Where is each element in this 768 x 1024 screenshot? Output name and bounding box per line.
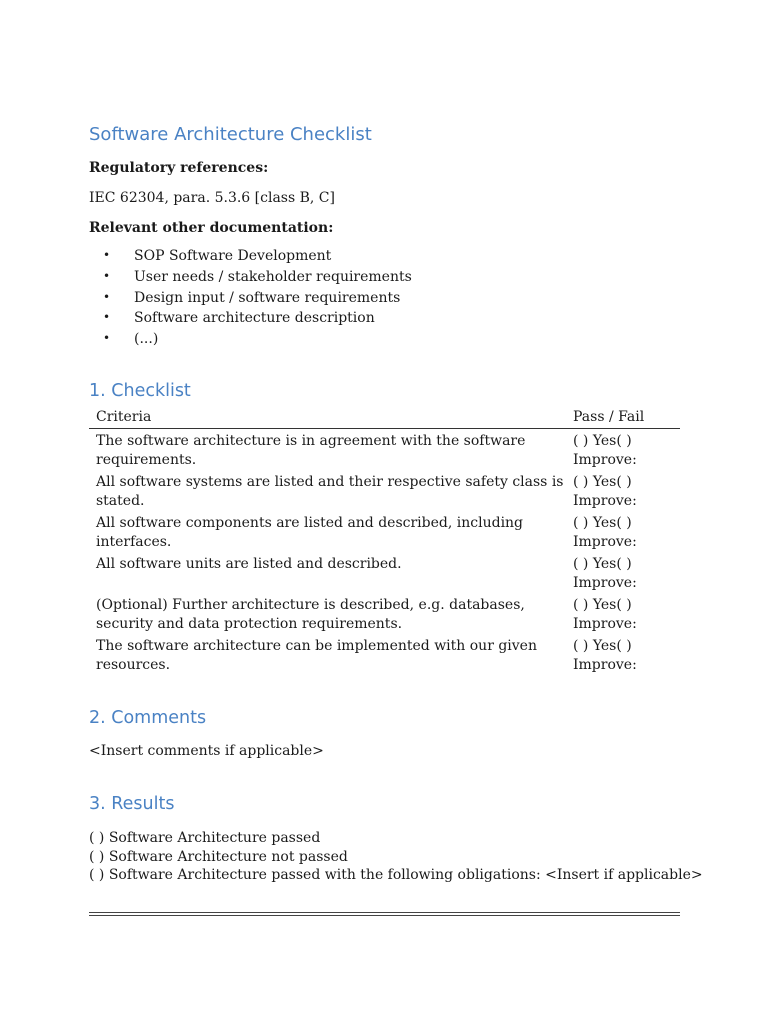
list-item-text: SOP Software Development bbox=[134, 248, 332, 264]
improve-label: Improve: bbox=[573, 656, 637, 673]
results-options bbox=[89, 829, 703, 885]
list-item-text: User needs / stakeholder requirements bbox=[134, 268, 412, 285]
list-item-text: (...) bbox=[134, 331, 159, 348]
pass-fail-options[interactable]: ( ) Yes( ) bbox=[573, 638, 632, 654]
pass-fail-options[interactable]: ( ) Yes( ) bbox=[573, 433, 632, 449]
list-item-text: Design input / software requirements bbox=[134, 289, 401, 306]
criteria-cell: The software architecture can be implemented with our given resources. bbox=[96, 638, 537, 673]
comments-placeholder[interactable]: <Insert comments if applicable> bbox=[89, 743, 324, 759]
criteria-cell: All software components are listed and described, including interfaces. bbox=[96, 515, 524, 550]
criteria-cell: (Optional) Further architecture is described, e.g. databases, security and data protection requirements. bbox=[96, 597, 525, 632]
improve-label: Improve: bbox=[573, 615, 637, 632]
bullet-icon: • bbox=[103, 289, 111, 304]
improve-label: Improve: bbox=[573, 451, 637, 468]
table-header bbox=[89, 408, 680, 429]
checklist-heading: 1. Checklist bbox=[89, 381, 191, 401]
pass-fail-options[interactable]: ( ) Yes( ) bbox=[573, 597, 632, 613]
column-header-criteria: Criteria bbox=[96, 409, 152, 425]
table-row bbox=[89, 429, 680, 470]
document-title: Software Architecture Checklist bbox=[89, 124, 372, 145]
table-row bbox=[89, 593, 680, 634]
column-header-pass-fail: Pass / Fail bbox=[573, 409, 645, 425]
table-row bbox=[89, 470, 680, 511]
pass-fail-options[interactable]: ( ) Yes( ) bbox=[573, 556, 632, 572]
pass-fail-options[interactable]: ( ) Yes( ) bbox=[573, 474, 632, 490]
result-option-passed[interactable]: ( ) Software Architecture passed bbox=[89, 830, 321, 846]
improve-label: Improve: bbox=[573, 533, 637, 550]
table-row bbox=[89, 552, 680, 593]
pass-fail-cell bbox=[573, 514, 673, 551]
relevant-documentation-label: Relevant other documentation: bbox=[89, 220, 334, 236]
improve-label: Improve: bbox=[573, 492, 637, 509]
list-item-text: Software architecture description bbox=[134, 310, 375, 327]
pass-fail-cell bbox=[573, 432, 673, 469]
bullet-icon: • bbox=[103, 331, 111, 346]
checklist-table bbox=[89, 408, 680, 675]
bullet-icon: • bbox=[103, 310, 111, 325]
results-heading: 3. Results bbox=[89, 794, 175, 814]
comments-heading: 2. Comments bbox=[89, 708, 207, 728]
criteria-cell: All software systems are listed and their respective safety class is stated. bbox=[96, 474, 564, 509]
regulatory-references-label: Regulatory references: bbox=[89, 160, 269, 176]
result-option-passed-with-obligations[interactable]: ( ) Software Architecture passed with the following obligations: <Insert if applicable> bbox=[89, 867, 703, 883]
regulatory-references-value: IEC 62304, para. 5.3.6 [class B, C] bbox=[89, 190, 335, 206]
table-row bbox=[89, 511, 680, 552]
pass-fail-cell bbox=[573, 637, 673, 674]
result-option-not-passed[interactable]: ( ) Software Architecture not passed bbox=[89, 848, 348, 865]
table-row bbox=[89, 634, 680, 675]
pass-fail-cell bbox=[573, 473, 673, 510]
pass-fail-cell bbox=[573, 596, 673, 633]
pass-fail-cell bbox=[573, 555, 673, 592]
criteria-cell: All software units are listed and described. bbox=[96, 556, 402, 572]
bullet-icon: • bbox=[103, 248, 111, 262]
improve-label: Improve: bbox=[573, 574, 637, 591]
bullet-icon: • bbox=[103, 268, 111, 283]
footer-divider bbox=[89, 912, 680, 916]
pass-fail-options[interactable]: ( ) Yes( ) bbox=[573, 515, 632, 531]
criteria-cell: The software architecture is in agreement with the software requirements. bbox=[96, 433, 526, 468]
